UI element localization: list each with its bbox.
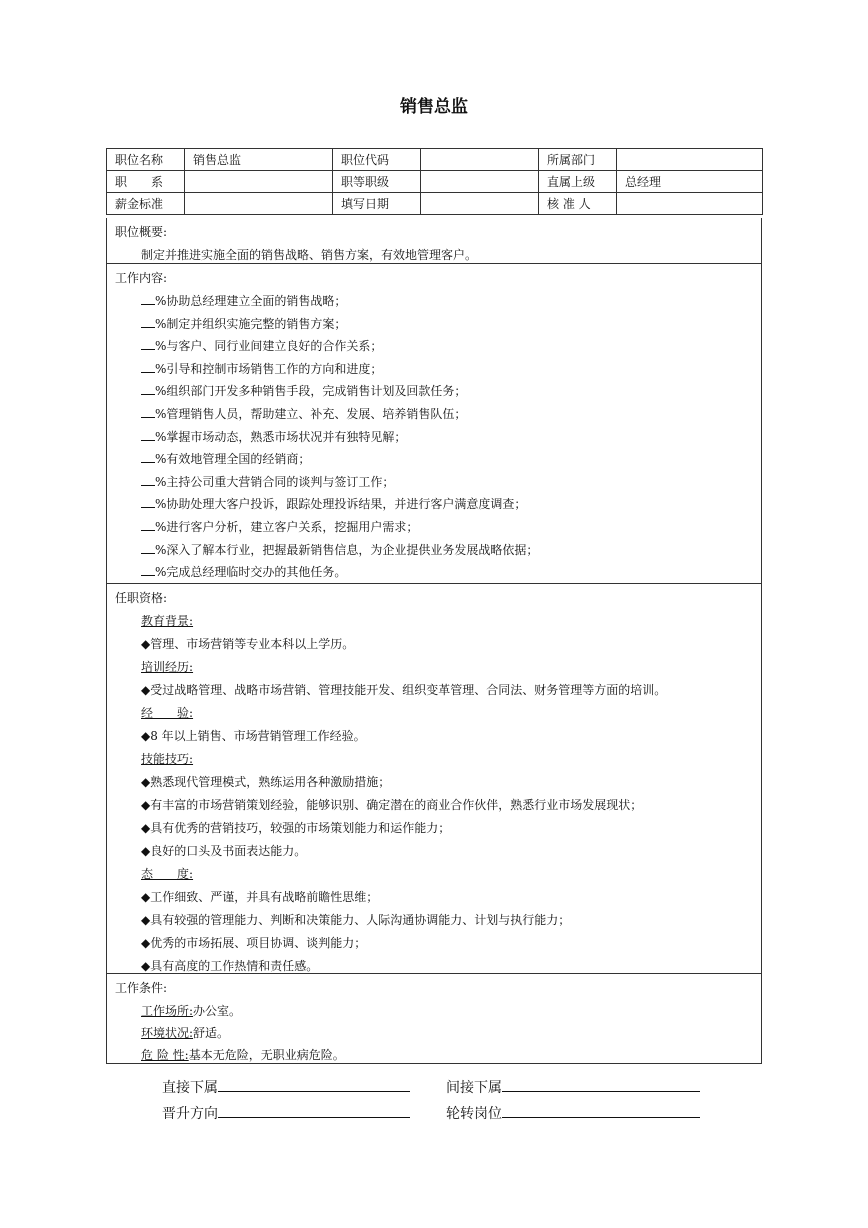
summary-text: 制定并推进实施全面的销售战略、销售方案，有效地管理客户。 [141, 248, 478, 262]
experience-label: 经 验: [141, 706, 194, 720]
percent-blank[interactable] [141, 383, 155, 395]
duty-text: %进行客户分析，建立客户关系，挖掘用户需求； [155, 520, 419, 534]
duty-item [141, 315, 346, 332]
danger-label: 危 险 性: [141, 1048, 189, 1062]
cell-label: 所属部门 [539, 149, 617, 171]
workplace-line [141, 1002, 241, 1019]
duty-text: %制定并组织实施完整的销售方案； [155, 316, 347, 331]
workplace-label: 工作场所: [141, 1004, 194, 1018]
duty-text: %有效地管理全国的经销商； [155, 452, 311, 467]
duty-text: %与客户、同行业间建立良好的合作关系； [155, 339, 383, 354]
skills-item: ◆具有优秀的营销技巧，较强的市场策划能力和运作能力； [141, 821, 451, 835]
table-row [107, 171, 763, 193]
duty-text: %协助处理大客户投诉，跟踪处理投诉结果，并进行客户满意度调查； [155, 497, 527, 512]
percent-blank[interactable] [141, 542, 155, 554]
cell-label: 职等职级 [333, 171, 421, 193]
rotation-label: 轮转岗位 [446, 1106, 502, 1122]
percent-blank[interactable] [141, 406, 155, 418]
experience-item: ◆8 年以上销售、市场营销管理工作经验。 [141, 729, 366, 743]
section-heading: 工作内容: [115, 271, 168, 285]
summary-section [106, 218, 762, 264]
table-row [107, 193, 763, 215]
indirect-subordinate-field [446, 1077, 700, 1097]
duty-item [141, 337, 382, 354]
percent-blank[interactable] [141, 293, 155, 305]
cell-value [421, 149, 539, 171]
cell-label: 薪金标准 [107, 193, 185, 215]
training-item: ◆受过战略管理、战略市场营销、管理技能开发、组织变革管理、合同法、财务管理等方面的培训。 [141, 683, 667, 697]
environment-value: 舒适。 [193, 1026, 230, 1040]
indirect-subordinate-blank[interactable] [502, 1077, 700, 1092]
section-heading: 任职资格: [115, 591, 168, 605]
workplace-value: 办公室。 [193, 1004, 242, 1018]
promotion-blank[interactable] [218, 1103, 410, 1118]
percent-blank[interactable] [141, 496, 155, 508]
education-item: ◆管理、市场营销等专业本科以上学历。 [141, 637, 355, 651]
cell-value [421, 171, 539, 193]
attitude-label: 态 度: [141, 867, 194, 881]
cell-value: 总经理 [617, 171, 763, 193]
conditions-section [106, 974, 762, 1064]
duty-item [141, 495, 526, 512]
duty-text: %管理销售人员，帮助建立、补充、发展、培养销售队伍； [155, 407, 467, 421]
duty-text: %引导和控制市场销售工作的方向和进度； [155, 361, 383, 376]
qualifications-section [106, 584, 762, 974]
duty-item [141, 450, 310, 467]
duty-item [141, 382, 466, 399]
percent-blank[interactable] [141, 451, 155, 463]
skills-item: ◆良好的口头及书面表达能力。 [141, 844, 307, 858]
cell-value [617, 149, 763, 171]
danger-line [141, 1046, 345, 1063]
attitude-item: ◆优秀的市场拓展、项目协调、谈判能力； [141, 936, 367, 950]
direct-subordinate-blank[interactable] [218, 1077, 410, 1092]
percent-blank[interactable] [141, 519, 155, 531]
direct-subordinate-field [162, 1077, 410, 1097]
direct-subordinate-label: 直接下属 [162, 1080, 218, 1096]
indirect-subordinate-label: 间接下属 [446, 1080, 502, 1096]
skills-label: 技能技巧: [141, 752, 194, 766]
promotion-label: 晋升方向 [162, 1106, 218, 1122]
duty-text: %掌握市场动态，熟悉市场状况并有独特见解； [155, 429, 407, 444]
duty-item [141, 405, 466, 422]
education-label: 教育背景: [141, 614, 194, 628]
duty-item [141, 360, 382, 377]
duty-text: %完成总经理临时交办的其他任务。 [155, 565, 347, 580]
cell-label: 职 系 [107, 171, 185, 193]
duty-item [141, 563, 346, 580]
attitude-item: ◆具有较强的管理能力、判断和决策能力、人际沟通协调能力、计划与执行能力； [141, 913, 571, 927]
duty-item [141, 541, 538, 558]
percent-blank[interactable] [141, 474, 155, 486]
duty-text: %主持公司重大营销合同的谈判与签订工作； [155, 474, 395, 489]
cell-label: 填写日期 [333, 193, 421, 215]
cell-value [185, 171, 333, 193]
skills-item: ◆有丰富的市场营销策划经验，能够识别、确定潜在的商业合作伙伴，熟悉行业市场发展现状； [141, 798, 643, 812]
percent-blank[interactable] [141, 338, 155, 350]
skills-item: ◆熟悉现代管理模式，熟练运用各种激励措施； [141, 775, 391, 789]
danger-value: 基本无危险，无职业病危险。 [188, 1048, 345, 1062]
environment-line [141, 1024, 229, 1041]
cell-label: 职位代码 [333, 149, 421, 171]
promotion-field [162, 1103, 410, 1123]
cell-label: 核 准 人 [539, 193, 617, 215]
cell-label: 职位名称 [107, 149, 185, 171]
percent-blank[interactable] [141, 564, 155, 576]
cell-value [617, 193, 763, 215]
percent-blank[interactable] [141, 429, 155, 441]
percent-blank[interactable] [141, 361, 155, 373]
training-label: 培训经历: [141, 660, 194, 674]
rotation-field [446, 1103, 700, 1123]
percent-blank[interactable] [141, 316, 155, 328]
cell-value: 销售总监 [185, 149, 333, 171]
duty-text: %组织部门开发多种销售手段，完成销售计划及回款任务； [155, 384, 467, 399]
position-info-table [106, 148, 763, 215]
rotation-blank[interactable] [502, 1103, 700, 1118]
cell-label: 直属上级 [539, 171, 617, 193]
attitude-item: ◆工作细致、严谨，并具有战略前瞻性思维； [141, 890, 379, 904]
duty-text: %深入了解本行业，把握最新销售信息，为企业提供业务发展战略依据； [155, 542, 539, 557]
duty-item [141, 292, 346, 309]
table-row [107, 149, 763, 171]
section-heading: 职位概要: [115, 225, 168, 239]
environment-label: 环境状况: [141, 1026, 194, 1040]
duties-section [106, 264, 762, 584]
cell-value [421, 193, 539, 215]
cell-value [185, 193, 333, 215]
section-heading: 工作条件: [115, 981, 168, 995]
duty-item [141, 473, 394, 490]
duty-item [141, 428, 406, 445]
duty-text: %协助总经理建立全面的销售战略； [155, 294, 347, 308]
duty-item [141, 518, 418, 535]
document-title: 销售总监 [400, 97, 468, 117]
attitude-item: ◆具有高度的工作热情和责任感。 [141, 959, 319, 973]
